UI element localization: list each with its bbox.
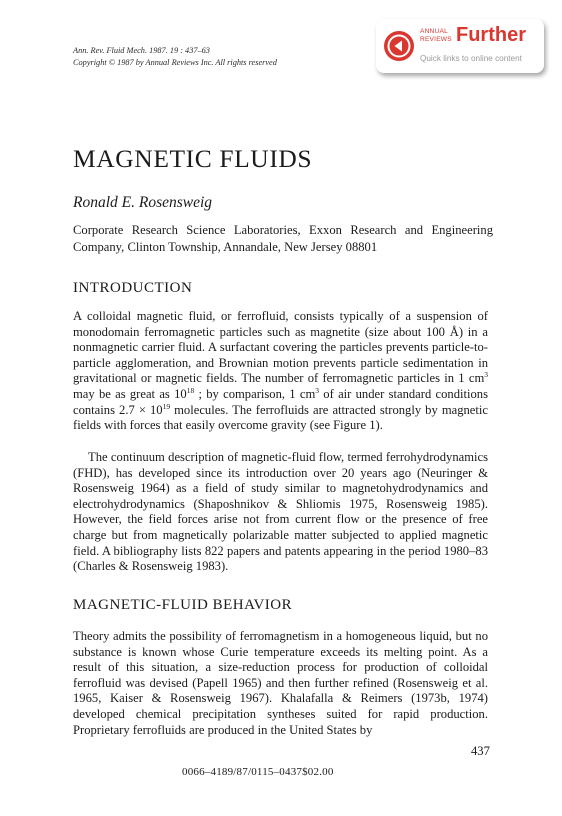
- paragraph-1: [73, 309, 488, 434]
- badge-brand-small: [420, 28, 452, 43]
- journal-line-1: Ann. Rev. Fluid Mech. 1987. 19 : 437–63: [73, 46, 210, 55]
- paragraph-2: The continuum description of magnetic-fluid flow, termed ferrohydrodynamics (FHD), has developed since its introduction over 20 years ago (Neuringer & Rosensweig 1964) as a field of study similar to magnetohydrodynamics and electrohydrodynamics (Shaposhnikov & Shliomis 1975, Rosensweig 1985). However, the field forces arise not from current flow or the presence of free charge but from magnetically polarizable matter subjected to applied magnetic field. A bibliography lists 822 papers and patents appearing in the period 1980–83 (Charles & Rosensweig 1983).: [73, 450, 488, 574]
- p1-text-d: of air under standard conditions contains 2.7 × 10: [73, 386, 488, 417]
- author-name: Ronald E. Rosensweig: [73, 194, 213, 211]
- badge-reviews: REVIEWS: [420, 35, 452, 43]
- badge-annual: ANNUAL: [420, 28, 448, 35]
- article-title: MAGNETIC FLUIDS: [73, 144, 313, 173]
- p1-text-e: molecules. The ferrofluids are attracted strongly by magnetic fields with forces that easily overcome gravity (see Figure 1).: [73, 402, 488, 433]
- section-heading-magnetic-fluid-behavior: MAGNETIC-FLUID BEHAVIOR: [73, 597, 293, 613]
- further-badge[interactable]: [376, 19, 544, 73]
- section-heading-introduction: INTRODUCTION: [73, 280, 193, 296]
- p1-sup-3: 3: [315, 385, 320, 395]
- journal-citation: [73, 45, 277, 69]
- footer-code: 0066–4189/87/0115–0437$02.00: [182, 766, 334, 778]
- author-affiliation: Corporate Research Science Laboratories, Exxon Research and Engineering Company, Clinton Township, Annandale, New Jersey 08801: [73, 223, 493, 254]
- paragraph-3: Theory admits the possibility of ferromagnetism in a homogeneous liquid, but no substance is known whose Curie temperature exceeds its melting point. As a result of this situation, a size-reduction process for production of colloidal ferrofluid was devised (Papell 1965) and then further refined (Rosensweig et al. 1965, Kaiser & Rosensweig 1967). Khalafalla & Reimers (1973b, 1974) developed chemical precipitation syntheses suited for rapid production. Proprietary ferrofluids are produced in the United States by: [73, 629, 488, 737]
- play-arrow-icon: [384, 31, 414, 61]
- page-number: 437: [471, 744, 490, 758]
- badge-further: Further: [456, 24, 526, 46]
- p1-text-c: ; by comparison, 1 cm: [194, 386, 316, 401]
- p1-sup-2: 18: [186, 385, 195, 395]
- badge-tagline: Quick links to online content: [420, 54, 522, 63]
- p1-text-a: A colloidal magnetic fluid, or ferrofluid, consists typically of a suspension of monodomain ferromagnetic particles such as magnetite (size about 100 Å) in a nonmagnetic carrier fluid. A surfactant covering the particles prevents particle-to-particle agglomeration, and Brownian motion prevents particle sedimentation in gravitational or magnetic fields. The number of ferromagnetic particles in 1 cm: [73, 309, 488, 386]
- journal-line-2: Copyright © 1987 by Annual Reviews Inc. All rights reserved: [73, 58, 277, 67]
- p1-sup-1: 3: [484, 370, 488, 380]
- p1-sup-4: 19: [162, 401, 171, 411]
- p1-text-b: may be as great as 10: [73, 386, 187, 401]
